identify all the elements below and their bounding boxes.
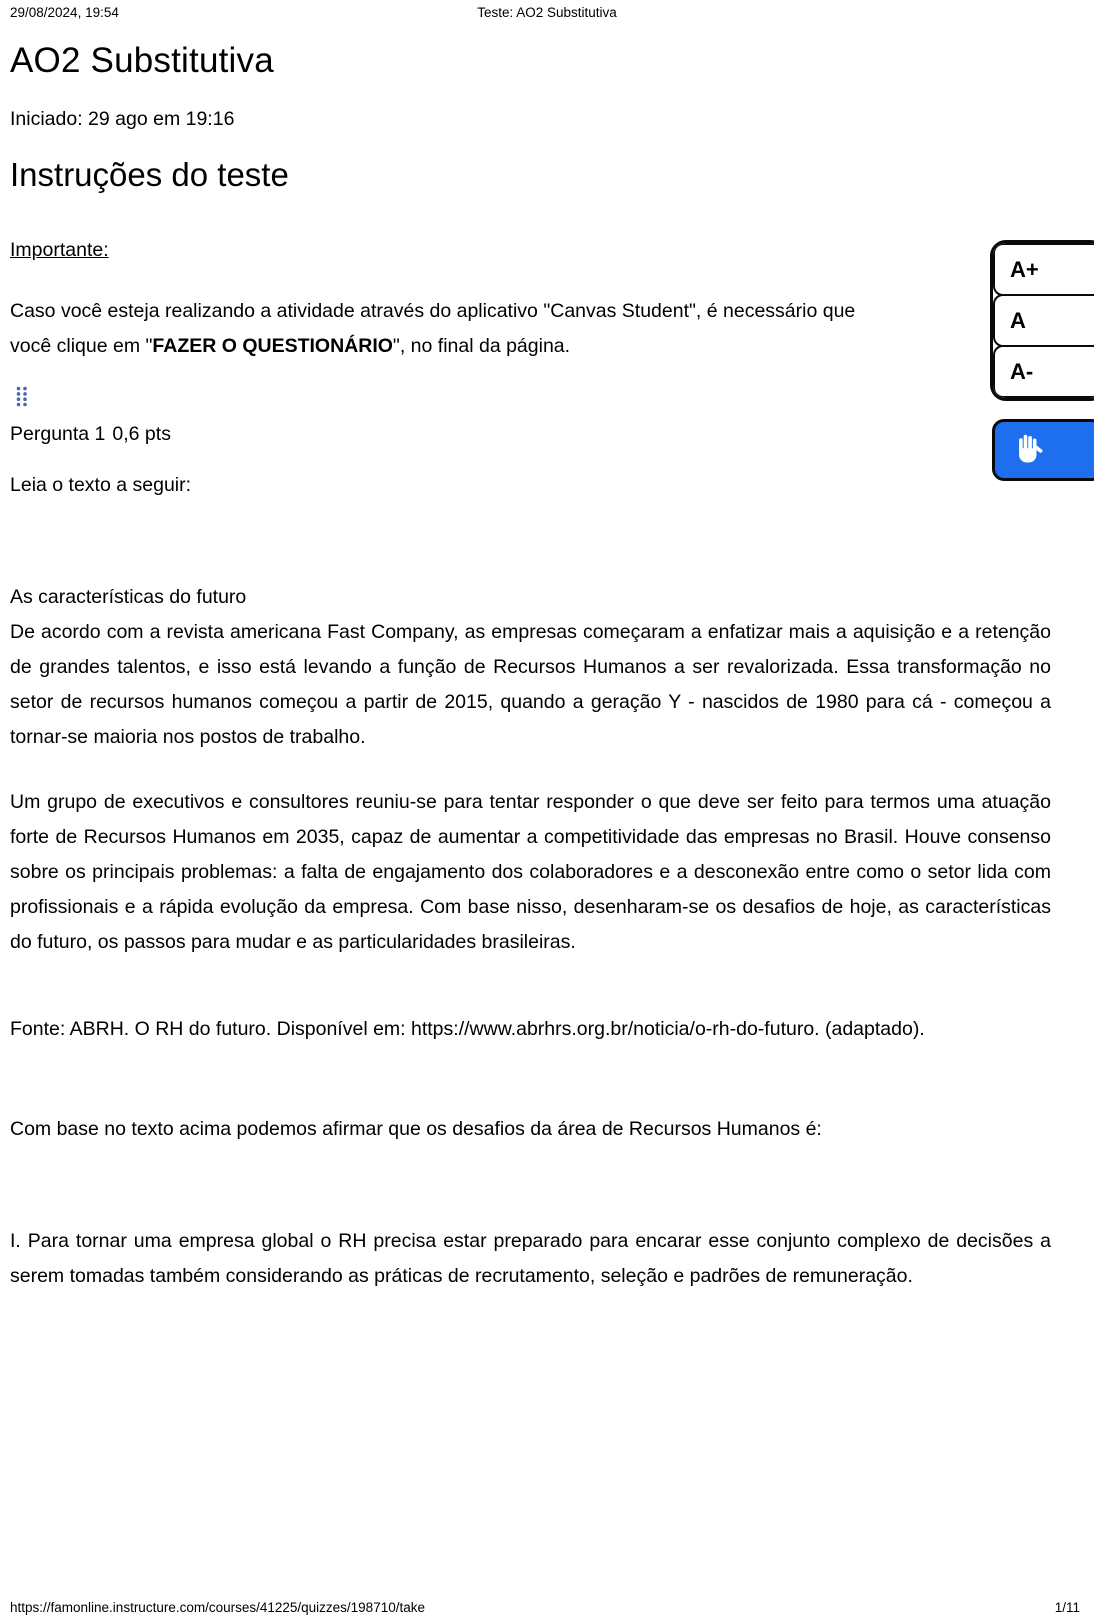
font-decrease-button[interactable]: A-	[993, 345, 1094, 398]
statement-1: I. Para tornar uma empresa global o RH precisa estar preparado para encarar esse conjunto complexo de decisões a serem tomadas também considerando as práticas de recrutamento, seleção e padrões de remuneração.	[10, 1229, 1051, 1287]
text-title: As características do futuro	[10, 585, 247, 608]
print-header	[0, 5, 1094, 25]
notice-line-2-bold: FAZER O QUESTIONÁRIO	[152, 334, 393, 357]
footer-page-number: 1/11	[1054, 1600, 1080, 1615]
paragraph-1: De acordo com a revista americana Fast Company, as empresas começaram a enfatizar mais a aquisição e a retenção de grandes talentos, e isso está levando a função de Recursos Humanos a ser revalorizada. Essa transformação no setor de recursos humanos começou a partir de 2015, quando a geração Y - nascidos de 1980 para cá - começou a tornar-se maioria nos postos de trabalho.	[10, 620, 1051, 748]
quiz-title: AO2 Substitutiva	[10, 41, 274, 80]
libras-button[interactable]	[992, 419, 1094, 481]
question-label: Pergunta 1	[10, 422, 106, 445]
font-size-controls	[990, 240, 1094, 401]
paragraph-2: Um grupo de executivos e consultores reuniu-se para tentar responder o que deve ser feito para termos uma atuação forte de Recursos Humanos em 2035, capaz de aumentar a competitividade das empresas no Brasil. Houve consenso sobre os principais problemas: a falta de engajamento dos colaboradores e a desconexão entre como o setor lida com profissionais e a rápida evolução da empresa. Com base nisso, desenharam-se os desafios de hoje, as características do futuro, os passos para mudar e as particularidades brasileiras.	[10, 790, 1051, 953]
font-increase-button[interactable]: A+	[993, 243, 1094, 296]
quiz-page-content	[10, 40, 1051, 1294]
question-lead: Leia o texto a seguir:	[10, 473, 192, 496]
question-header	[10, 423, 1051, 446]
hand-icon	[1011, 430, 1049, 471]
source-line: Fonte: ABRH. O RH do futuro. Disponível em: https://www.abrhrs.org.br/noticia/o-rh-do-futuro. (adaptado).	[10, 1017, 925, 1040]
drag-handle-dots-icon[interactable]	[14, 386, 30, 407]
canvas-app-notice	[10, 294, 1051, 364]
print-title: Teste: AO2 Substitutiva	[477, 5, 617, 20]
question-text-block	[10, 580, 1051, 960]
footer-url: https://famonline.instructure.com/courses/41225/quizzes/198710/take	[10, 1600, 425, 1615]
notice-line-1: Caso você esteja realizando a atividade através do aplicativo "Canvas Student", é necessário que	[10, 299, 856, 322]
notice-line-2-prefix: você clique em "	[10, 334, 153, 357]
print-datetime: 29/08/2024, 19:54	[10, 5, 119, 20]
question-prompt: Com base no texto acima podemos afirmar que os desafios da área de Recursos Humanos é:	[10, 1117, 822, 1140]
font-normal-button[interactable]: A	[993, 294, 1094, 347]
print-footer	[10, 1600, 1080, 1615]
instructions-heading: Instruções do teste	[10, 156, 289, 193]
question-points: 0,6 pts	[112, 422, 171, 445]
notice-line-2-suffix: ", no final da página.	[392, 334, 571, 357]
important-line	[10, 239, 1051, 262]
quiz-started-at: Iniciado: 29 ago em 19:16	[10, 108, 235, 130]
important-label: Importante:	[10, 238, 109, 261]
